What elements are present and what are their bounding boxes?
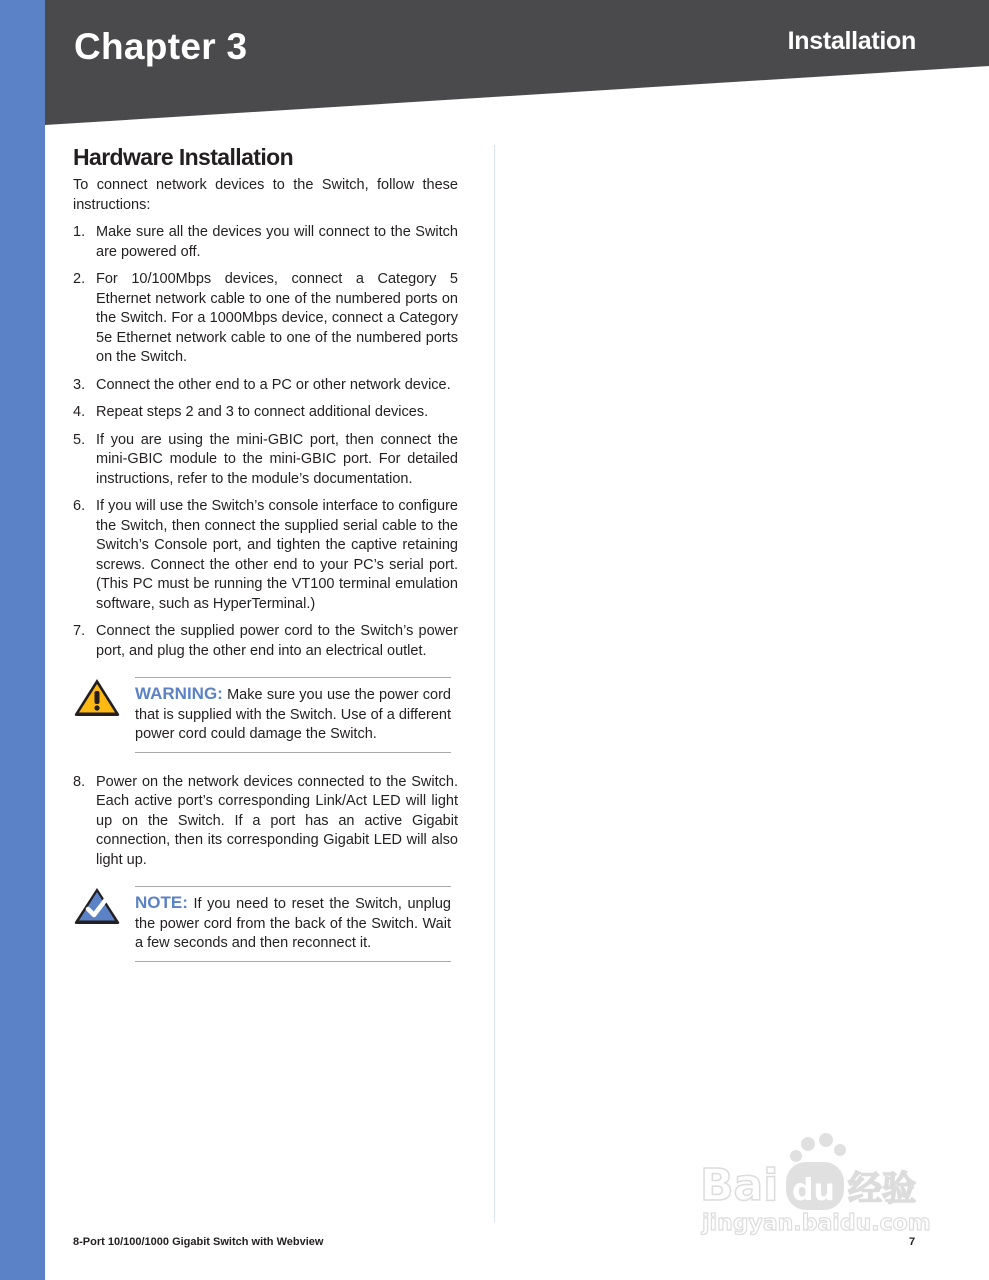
note-text: If you need to reset the Switch, unplug the power cord from the back of the Switch. Wait a few seconds and then reconnect it. <box>135 896 451 951</box>
side-accent-band <box>0 0 45 1280</box>
list-item <box>73 270 458 368</box>
list-item <box>73 431 458 490</box>
warning-label: WARNING: <box>135 684 223 703</box>
step-text: Repeat steps 2 and 3 to connect additional devices. <box>96 404 429 420</box>
list-item <box>73 376 458 396</box>
step-text: Connect the other end to a PC or other network device. <box>96 376 451 393</box>
step-text: Make sure all the devices you will connect to the Switch are powered off. <box>96 224 458 260</box>
step-number: 2. <box>73 271 86 287</box>
step-number: 7. <box>73 623 86 639</box>
note-box <box>135 886 451 962</box>
note-label: NOTE: <box>135 893 188 912</box>
watermark-url: jingyan.baidu.com <box>702 1211 931 1236</box>
step-number: 3. <box>73 376 86 393</box>
watermark-brand-cn: 经验 <box>848 1169 916 1209</box>
warning-box <box>135 677 451 753</box>
list-item <box>73 223 458 262</box>
steps-list-continued <box>73 773 458 871</box>
list-item <box>73 622 458 661</box>
main-content <box>73 142 458 982</box>
warning-callout <box>73 677 451 753</box>
list-item <box>73 497 458 614</box>
step-number: 8. <box>73 773 86 790</box>
steps-list <box>73 223 458 661</box>
note-callout <box>73 886 451 962</box>
section-heading: Hardware Installation <box>73 144 294 170</box>
footer-page-number: 7 <box>909 1236 916 1248</box>
step-number: 1. <box>73 224 86 240</box>
intro-paragraph: To connect network devices to the Switch, follow these instructions: <box>73 177 458 213</box>
step-text: Power on the network devices connected to the Switch. Each active port’s corresponding Link/Act LED will light up on the Switch. If a port has an active Gigabit connection, then its corresponding Gigabit LED will also light up. <box>96 773 458 868</box>
list-item <box>73 403 458 423</box>
step-text: For 10/100Mbps devices, connect a Category 5 Ethernet network cable to one of the numbered ports on the Switch. For a 1000Mbps device, connect a Category 5e Ethernet network cable to one of the numbered ports on the Switch. <box>96 271 458 365</box>
column-divider <box>494 145 495 1222</box>
section-label: Installation <box>787 27 916 55</box>
watermark-brand: Bai <box>700 1160 779 1211</box>
step-text: If you are using the mini-GBIC port, then connect the mini-GBIC module to the mini-GBIC port. For detailed instructions, refer to the module’s documentation. <box>96 431 458 487</box>
warning-text: Make sure you use the power cord that is supplied with the Switch. Use of a different power cord could damage the Switch. <box>135 687 451 742</box>
step-text: Connect the supplied power cord to the Switch’s power port, and plug the other end into an electrical outlet. <box>96 623 458 659</box>
step-number: 6. <box>73 498 86 514</box>
checkmark-icon <box>73 886 121 926</box>
step-number: 4. <box>73 404 86 420</box>
watermark-brand-paw: du <box>792 1173 835 1208</box>
warning-triangle-icon <box>73 677 121 717</box>
baidu-watermark-logo <box>700 1130 935 1240</box>
chapter-title: Chapter 3 <box>74 26 248 67</box>
footer-product-name: 8-Port 10/100/1000 Gigabit Switch with Webview <box>73 1236 324 1248</box>
step-number: 5. <box>73 431 86 448</box>
list-item <box>73 773 458 871</box>
step-text: If you will use the Switch’s console interface to configure the Switch, then connect the supplied serial cable to the Switch’s Console port, and tighten the captive retaining screws. Connect the other end to your PC’s serial port. (This PC must be running the VT100 terminal emulation software, such as HyperTerminal.) <box>96 498 458 612</box>
